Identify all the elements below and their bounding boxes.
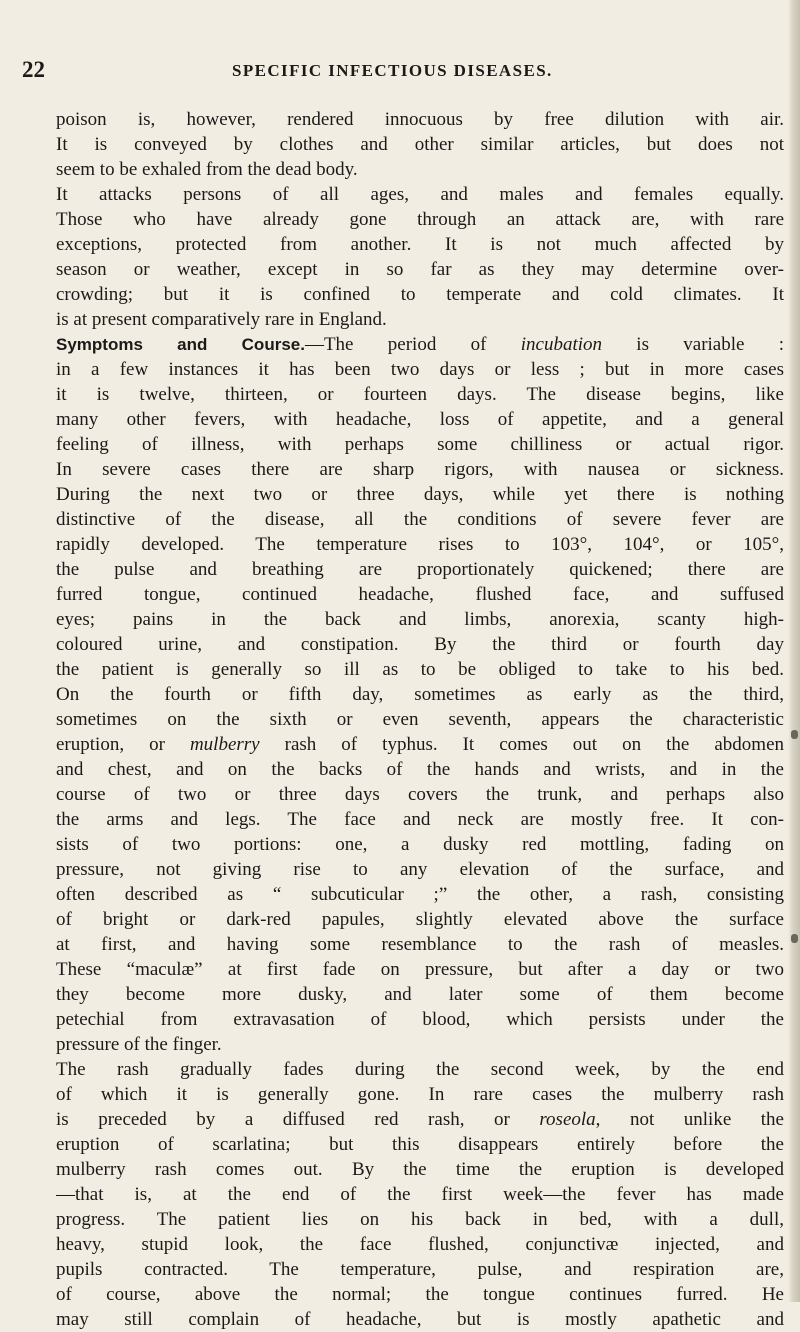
text-line: The rash gradually fades during the second week, by the end bbox=[56, 1059, 784, 1080]
italic-term: mulberry bbox=[189, 734, 260, 755]
text-line bbox=[56, 732, 784, 757]
text-line: Those who have already gone through an attack are, with rare bbox=[56, 209, 784, 230]
text-line: the arms and legs. The face and neck are mostly free. It con- bbox=[56, 809, 784, 830]
text-line: in a few instances it has been two days or less ; but in more cases bbox=[56, 359, 784, 380]
text-line bbox=[56, 332, 784, 357]
page-header bbox=[0, 58, 800, 82]
text-line: poison is, however, rendered innocuous by free dilution with air. bbox=[56, 109, 784, 130]
text-fragment: is variable : bbox=[602, 334, 784, 355]
text-fragment: , not unlike the bbox=[595, 1109, 784, 1130]
text-line: distinctive of the disease, all the conditions of severe fever are bbox=[56, 509, 784, 530]
text-line: coloured urine, and constipation. By the third or fourth day bbox=[56, 634, 784, 655]
text-line: mulberry rash comes out. By the time the eruption is developed bbox=[56, 1159, 784, 1180]
text-line: petechial from extravasation of blood, which persists under the bbox=[56, 1009, 784, 1030]
text-line: course of two or three days covers the trunk, and perhaps also bbox=[56, 784, 784, 805]
text-line: seem to be exhaled from the dead body. bbox=[56, 159, 358, 180]
section-heading: Symptoms and Course. bbox=[56, 335, 305, 354]
text-line: of course, above the normal; the tongue continues furred. He bbox=[56, 1284, 784, 1305]
text-fragment: is preceded by a diffused red rash, or bbox=[56, 1109, 540, 1130]
text-line: season or weather, except in so far as they may determine over- bbox=[56, 259, 784, 280]
text-line: These “maculæ” at first fade on pressure, but after a day or two bbox=[56, 959, 784, 980]
text-line: pressure of the finger. bbox=[56, 1034, 222, 1055]
text-line: It is conveyed by clothes and other similar articles, but does not bbox=[56, 134, 784, 155]
text-line: During the next two or three days, while yet there is nothing bbox=[56, 484, 784, 505]
italic-term: incubation bbox=[520, 334, 603, 355]
text-line: pressure, not giving rise to any elevation of the surface, and bbox=[56, 859, 784, 880]
text-line: eyes; pains in the back and limbs, anorexia, scanty high- bbox=[56, 609, 784, 630]
text-line: It attacks persons of all ages, and males and females equally. bbox=[56, 184, 784, 205]
body-text bbox=[56, 107, 784, 1332]
text-line: and chest, and on the backs of the hands and wrists, and in the bbox=[56, 759, 784, 780]
text-line: they become more dusky, and later some of them become bbox=[56, 984, 784, 1005]
ink-speck bbox=[791, 730, 798, 739]
running-head: SPECIFIC INFECTIOUS DISEASES. bbox=[232, 61, 553, 80]
ink-speck bbox=[791, 934, 798, 943]
text-fragment: —The period of bbox=[304, 334, 521, 355]
text-line: rapidly developed. The temperature rises to 103°, 104°, or 105°, bbox=[56, 534, 784, 555]
text-line: In severe cases there are sharp rigors, with nausea or sickness. bbox=[56, 459, 784, 480]
text-fragment: eruption, or bbox=[56, 734, 190, 755]
text-line: the patient is generally so ill as to be obliged to take to his bed. bbox=[56, 659, 784, 680]
text-line: many other fevers, with headache, loss of appetite, and a general bbox=[56, 409, 784, 430]
text-line bbox=[56, 1107, 784, 1132]
text-line: exceptions, protected from another. It is not much affected by bbox=[56, 234, 784, 255]
text-line: eruption of scarlatina; but this disappears entirely before the bbox=[56, 1134, 784, 1155]
text-line: it is twelve, thirteen, or fourteen days. The disease begins, like bbox=[56, 384, 784, 405]
text-line: On the fourth or fifth day, sometimes as early as the third, bbox=[56, 684, 784, 705]
text-line: furred tongue, continued headache, flushed face, and suffused bbox=[56, 584, 784, 605]
text-line: progress. The patient lies on his back in bed, with a dull, bbox=[56, 1209, 784, 1230]
text-line: pupils contracted. The temperature, pulse, and respiration are, bbox=[56, 1259, 784, 1280]
text-line: may still complain of headache, but is mostly apathetic and bbox=[56, 1309, 784, 1330]
text-line: the pulse and breathing are proportionately quickened; there are bbox=[56, 559, 784, 580]
text-line: feeling of illness, with perhaps some chilliness or actual rigor. bbox=[56, 434, 784, 455]
text-line: of bright or dark-red papules, slightly elevated above the surface bbox=[56, 909, 784, 930]
text-line: of which it is generally gone. In rare cases the mulberry rash bbox=[56, 1084, 784, 1105]
text-fragment: rash of typhus. It comes out on the abdomen bbox=[259, 734, 784, 755]
text-line: sometimes on the sixth or even seventh, appears the characteristic bbox=[56, 709, 784, 730]
text-line: at first, and having some resemblance to the rash of measles. bbox=[56, 934, 784, 955]
page-edge-shadow bbox=[788, 0, 800, 1302]
text-line: often described as “ subcuticular ;” the other, a rash, consisting bbox=[56, 884, 784, 905]
text-line: crowding; but it is confined to temperate and cold climates. It bbox=[56, 284, 784, 305]
text-line: sists of two portions: one, a dusky red mottling, fading on bbox=[56, 834, 784, 855]
page-number: 22 bbox=[22, 57, 45, 82]
text-line: heavy, stupid look, the face flushed, conjunctivæ injected, and bbox=[56, 1234, 784, 1255]
text-line: —that is, at the end of the first week—the fever has made bbox=[56, 1184, 784, 1205]
text-line: is at present comparatively rare in England. bbox=[56, 309, 387, 330]
italic-term: roseola bbox=[539, 1109, 596, 1130]
